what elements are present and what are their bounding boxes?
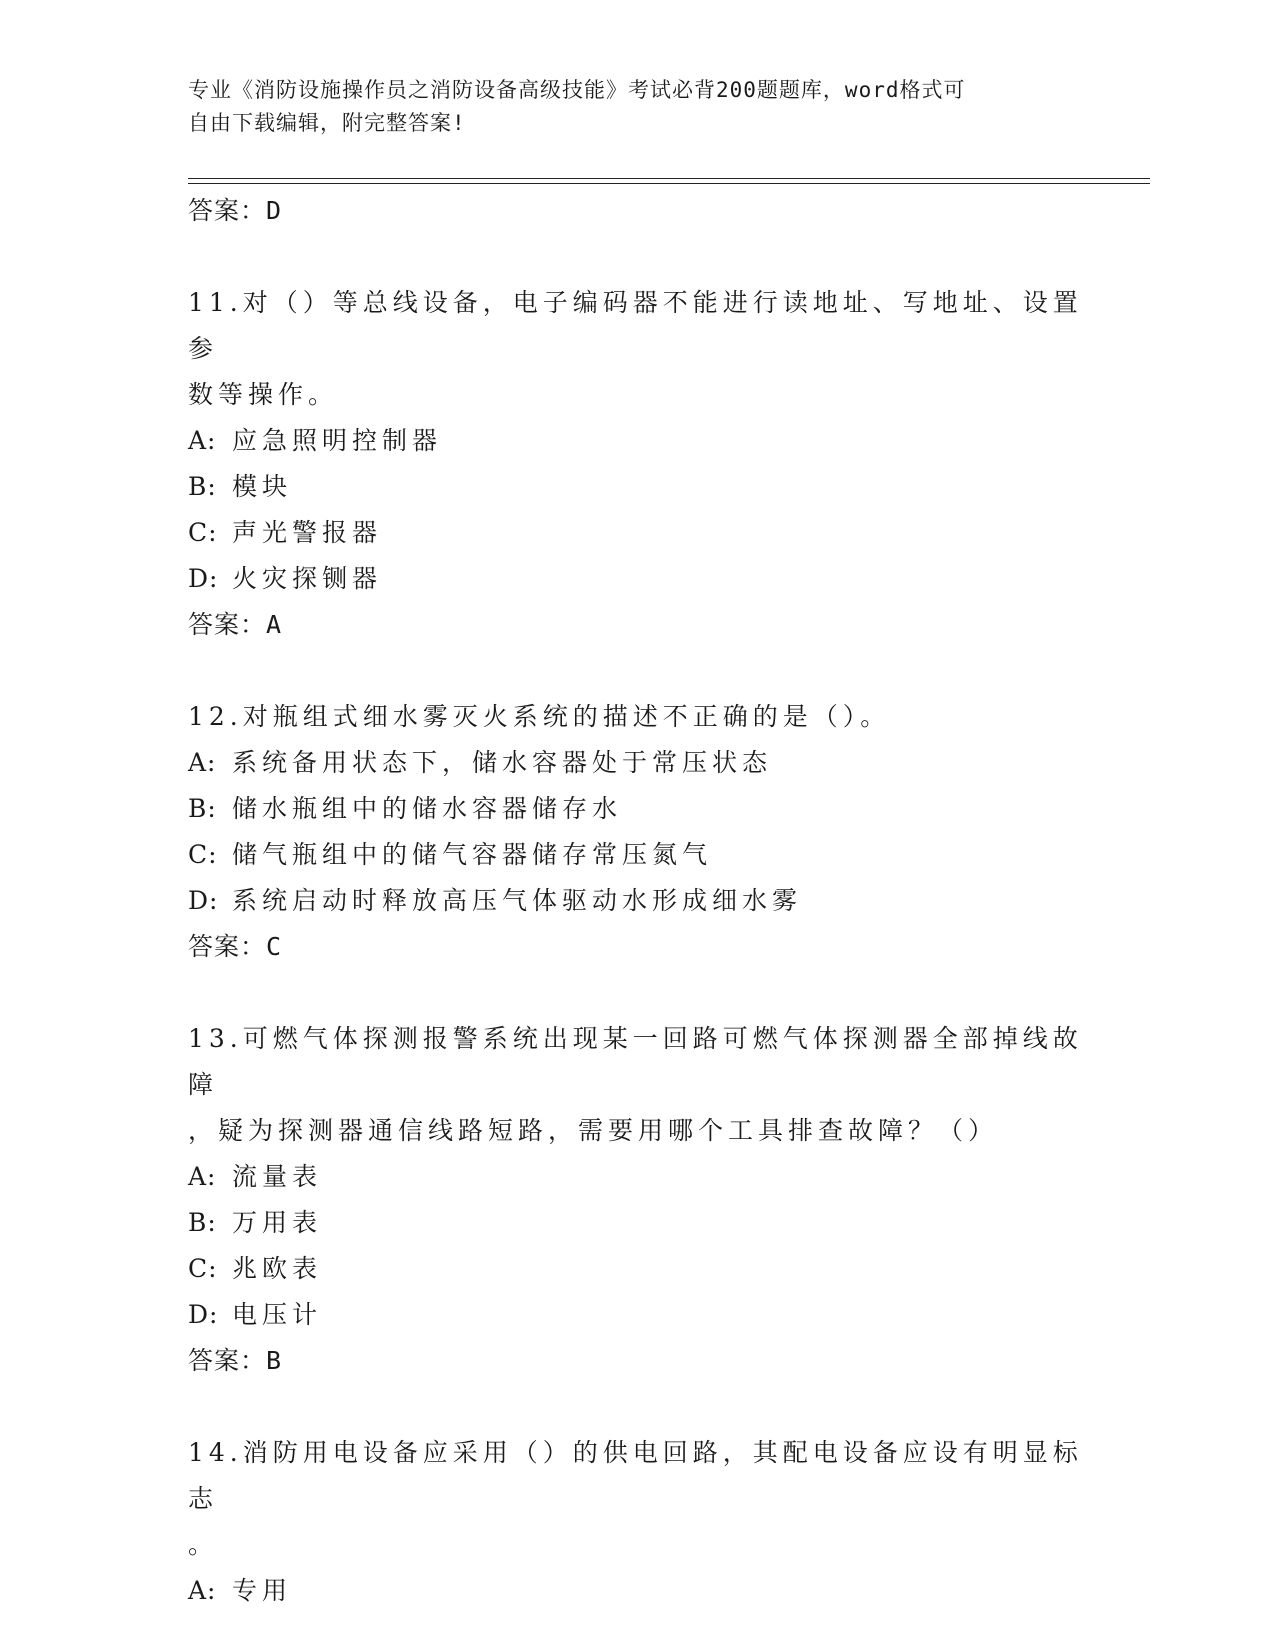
- option-b: [188, 464, 1088, 510]
- answer-value: B: [266, 1346, 283, 1375]
- answer-label: 答案：: [188, 610, 267, 639]
- option-text: 系统备用状态下，储水容器处于常压状态: [232, 748, 773, 777]
- option-letter: A:: [188, 426, 217, 455]
- option-letter: B:: [188, 794, 217, 823]
- option-text: 应急照明控制器: [232, 426, 443, 455]
- option-text: 声光警报器: [232, 518, 383, 547]
- option-letter: C:: [188, 518, 218, 547]
- option-letter: B:: [188, 472, 217, 501]
- option-text: 专用: [232, 1576, 293, 1605]
- option-d: [188, 878, 1088, 924]
- answer-label: 答案：: [188, 932, 267, 961]
- option-text: 流量表: [232, 1162, 323, 1191]
- header-line-1: 专业《消防设施操作员之消防设备高级技能》考试必背200题题库，word格式可: [188, 78, 966, 102]
- answer-label: 答案：: [188, 1346, 267, 1375]
- question-text-line: ，疑为探测器通信线路短路，需要用哪个工具排查故障？（）: [188, 1116, 999, 1145]
- document-body: [188, 188, 1088, 1614]
- question-text-line: 。: [188, 1530, 219, 1559]
- option-letter: C:: [188, 1254, 218, 1283]
- answer-value: C: [266, 932, 283, 961]
- question-14: [188, 1430, 1088, 1614]
- option-c: [188, 1246, 1088, 1292]
- header-line-2: 自由下载编辑，附完整答案!: [188, 111, 466, 135]
- option-d: [188, 556, 1088, 602]
- answer-value: A: [266, 610, 283, 639]
- question-text-line: 13.可燃气体探测报警系统出现某一回路可燃气体探测器全部掉线故障: [188, 1024, 1083, 1099]
- answer-line: [188, 1338, 1088, 1384]
- option-c: [188, 832, 1088, 878]
- option-a: [188, 740, 1088, 786]
- question-12: [188, 694, 1088, 970]
- option-letter: D:: [188, 886, 219, 915]
- question-text-line: 11.对（）等总线设备，电子编码器不能进行读地址、写地址、设置参: [188, 288, 1083, 363]
- option-text: 系统启动时释放高压气体驱动水形成细水雾: [232, 886, 803, 915]
- option-a: [188, 1154, 1088, 1200]
- option-a: [188, 1568, 1088, 1614]
- option-text: 火灾探铡器: [232, 564, 383, 593]
- header-divider-bottom: [188, 183, 1150, 184]
- option-text: 模块: [232, 472, 293, 501]
- document-header: [188, 74, 1088, 140]
- question-text-line: 数等操作。: [188, 380, 339, 409]
- option-letter: A:: [188, 1162, 217, 1191]
- option-letter: B:: [188, 1208, 217, 1237]
- option-letter: D:: [188, 1300, 219, 1329]
- option-text: 储气瓶组中的储气容器储存常压氮气: [232, 840, 713, 869]
- option-b: [188, 1200, 1088, 1246]
- question-text-line: 12.对瓶组式细水雾灭火系统的描述不正确的是（）。: [188, 702, 891, 731]
- option-text: 兆欧表: [232, 1254, 323, 1283]
- question-11: [188, 280, 1088, 648]
- option-b: [188, 786, 1088, 832]
- question-text-line: 14.消防用电设备应采用（）的供电回路，其配电设备应设有明显标志: [188, 1438, 1083, 1513]
- header-divider-top: [188, 178, 1150, 179]
- answer-line: [188, 924, 1088, 970]
- answer-label: 答案：: [188, 196, 267, 225]
- option-d: [188, 1292, 1088, 1338]
- option-letter: A:: [188, 748, 217, 777]
- option-letter: A:: [188, 1576, 217, 1605]
- option-text: 电压计: [232, 1300, 323, 1329]
- option-letter: C:: [188, 840, 218, 869]
- option-text: 储水瓶组中的储水容器储存水: [232, 794, 623, 823]
- option-c: [188, 510, 1088, 556]
- option-letter: D:: [188, 564, 219, 593]
- option-text: 万用表: [232, 1208, 323, 1237]
- answer-value: D: [266, 196, 283, 225]
- question-13: [188, 1016, 1088, 1384]
- answer-line: [188, 188, 1088, 234]
- answer-line: [188, 602, 1088, 648]
- option-a: [188, 418, 1088, 464]
